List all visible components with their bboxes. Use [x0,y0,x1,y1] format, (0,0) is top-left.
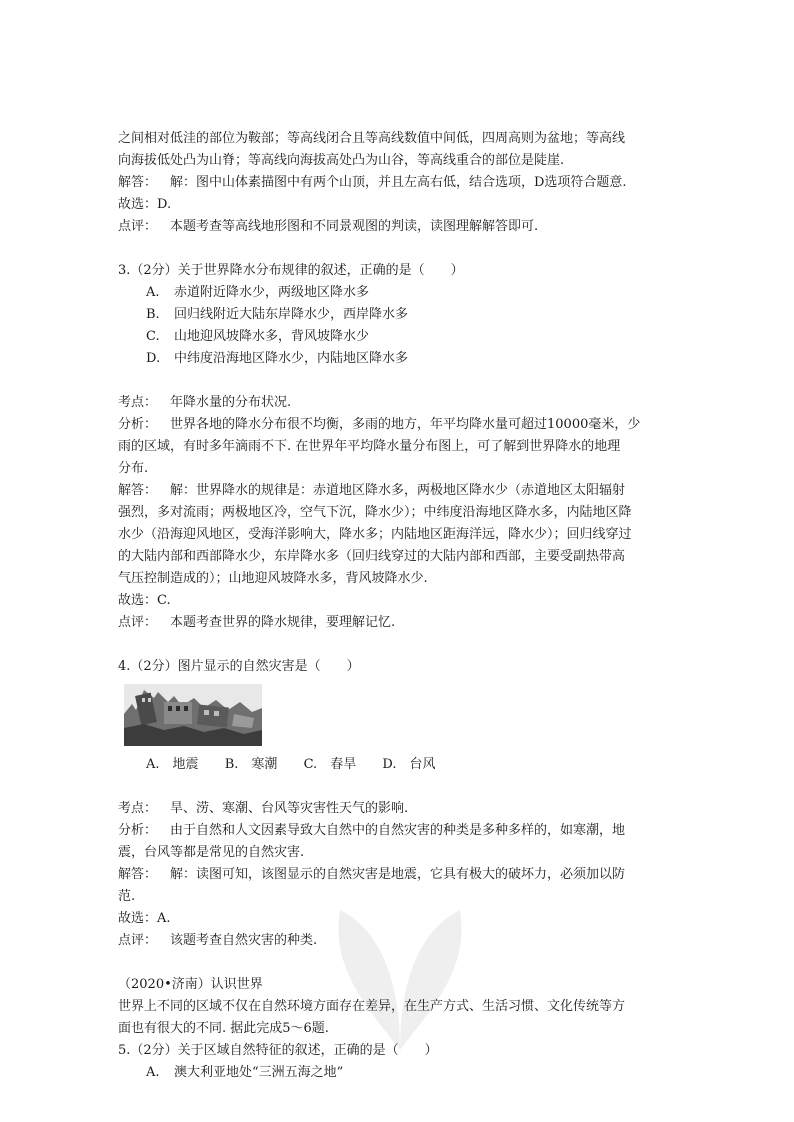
option-text: 中纬度沿海地区降水少，内陆地区降水多 [174,351,409,366]
option-key: A. [146,285,160,300]
option-text: 地震 [172,757,199,772]
question-5-stem: 5.（2分）关于区域自然特征的叙述，正确的是（ ） [118,1043,438,1058]
analysis-label: 分析： [118,823,158,838]
question-3-stem: 3.（2分）关于世界降水分布规律的叙述，正确的是（ ） [118,263,464,278]
answer-label: 解答： [118,175,158,190]
option-key: B. [146,307,160,322]
question-5-option-a[interactable] [118,1062,678,1084]
comment-text: 本题考查等高线地形图和不同景观图的判读，读图理解解答即可. [170,219,539,234]
text-line: 之间相对低洼的部位为鞍部；等高线闭合且等高线数值中间低，四周高则为盆地；等高线 [118,131,626,146]
analysis-line: 震，台风等都是常见的自然灾害. [118,845,305,860]
answer-line: 的大陆内部和西部降水少，东岸降水多（回归线穿过的大陆内部和西部，主要受副热带高 [118,549,626,564]
option-text: 寒潮 [251,757,278,772]
option-key: C. [303,757,318,772]
answer-label: 解答： [118,867,158,882]
option-key: D. [146,351,161,366]
point-line [118,798,678,820]
document-page [118,128,678,1084]
comment-label: 点评： [118,219,158,234]
comment-label: 点评： [118,615,158,630]
answer-text: 解：读图可知，该图显示的自然灾害是地震，它具有极大的破坏力，必须加以防 [170,867,626,882]
section-source: （2020•济南）认识世界 [118,977,263,992]
answer-text: 解：图中山体素描图中有两个山顶，并且左高右低，结合选项，D选项符合题意. [170,175,627,190]
answer-line [118,480,678,502]
answer-line [118,172,678,194]
analysis-label: 分析： [118,417,158,432]
answer-line: 范. [118,889,136,904]
choice-line: 故选：C. [118,593,171,608]
point-text: 年降水量的分布状况. [170,395,292,410]
analysis-line: 雨的区域，有时多年滴雨不下. 在世界年平均降水量分布图上，可了解到世界降水的地理 [118,439,621,454]
point-line [118,392,678,414]
question-4-option-d[interactable] [382,754,435,776]
option-key: A. [146,1065,160,1080]
option-text: 台风 [409,757,436,772]
comment-line [118,930,678,952]
point-label: 考点： [118,801,158,816]
question-4-option-c[interactable] [304,754,357,776]
question-3-option-b[interactable] [118,304,678,326]
analysis-line [118,820,678,842]
option-text: 澳大利亚地处“三洲五海之地” [174,1065,344,1080]
point-label: 考点： [118,395,158,410]
choice-line: 故选：A. [118,911,171,926]
option-key: C. [146,329,160,344]
answer-line: 强烈，多对流雨；两极地区冷，空气下沉，降水少）；中纬度沿海地区降水多，内陆地区降 [118,505,632,520]
question-3-option-c[interactable] [118,326,678,348]
answer-label: 解答： [118,483,158,498]
comment-line [118,216,678,238]
analysis-line: 分布. [118,461,149,476]
analysis-text: 由于自然和人文因素导致大自然中的自然灾害的种类是多种多样的，如寒潮，地 [170,823,626,838]
option-text: 回归线附近大陆东岸降水少，西岸降水多 [174,307,409,322]
analysis-line [118,414,678,436]
question-4-option-a[interactable] [146,754,199,776]
question-4-stem: 4.（2分）图片显示的自然灾害是（ ） [118,659,360,674]
comment-label: 点评： [118,933,158,948]
option-key: B. [224,757,239,772]
answer-text: 解：世界降水的规律是：赤道地区降水多，两极地区降水少（赤道地区太阳辐射 [170,483,626,498]
option-text: 山地迎风坡降水多，背风坡降水少 [174,329,370,344]
option-text: 赤道附近降水少，两级地区降水多 [174,285,370,300]
option-key: A. [146,757,160,772]
analysis-text: 世界各地的降水分布很不均衡，多雨的地方，年平均降水量可超过10000毫米，少 [170,417,641,432]
question-3-option-a[interactable] [118,282,678,304]
option-text: 春旱 [330,757,357,772]
question-4-option-b[interactable] [225,754,278,776]
choice-line: 故选：D. [118,197,172,212]
comment-line [118,612,678,634]
option-key: D. [382,757,397,772]
intro-line: 面也有很大的不同. 据此完成5～6题. [118,1021,329,1036]
answer-line: 气压控制造成的）；山地迎风坡降水多，背风坡降水少. [118,571,428,586]
earthquake-ruins-photo [124,684,262,746]
intro-line: 世界上不同的区域不仅在自然环境方面存在差异，在生产方式、生活习惯、文化传统等方 [118,999,626,1014]
point-text: 旱、涝、寒潮、台风等灾害性天气的影响. [170,801,409,816]
text-line: 向海拔低处凸为山脊；等高线向海拔高处凸为山谷，等高线重合的部位是陡崖. [118,153,565,168]
comment-text: 该题考查自然灾害的种类. [170,933,318,948]
question-3-option-d[interactable] [118,348,678,370]
question-4-options [118,754,678,776]
answer-line [118,864,678,886]
answer-line: 水少（沿海迎风地区，受海洋影响大，降水多；内陆地区距海洋远，降水少）；回归线穿过 [118,527,632,542]
comment-text: 本题考查世界的降水规律，要理解记忆. [170,615,396,630]
